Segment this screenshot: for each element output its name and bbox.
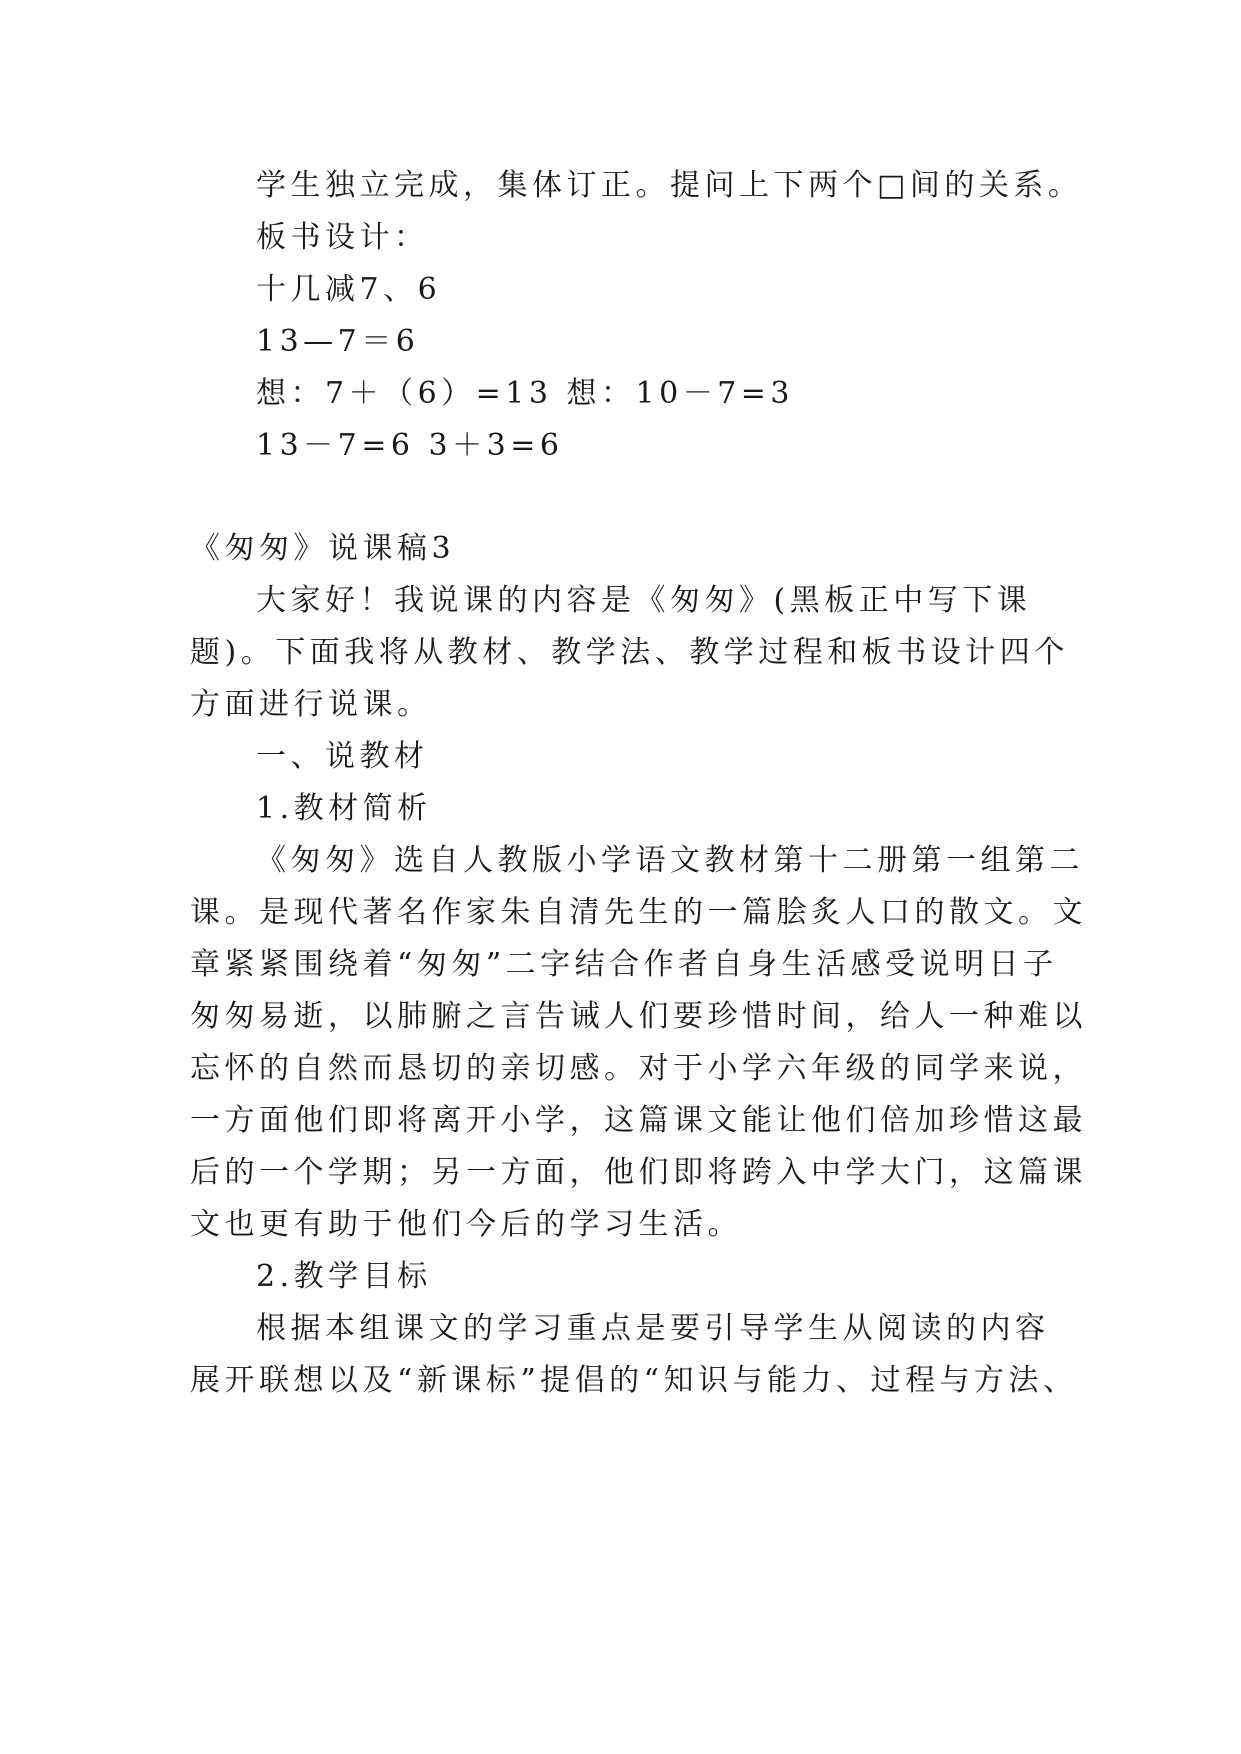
text-line: 板书设计：	[256, 220, 429, 255]
paragraph-line: 课。是现代著名作家朱自清先生的一篇脍炙人口的散文。文	[190, 895, 1087, 930]
text-line: 13－7=6 3＋3=6	[256, 428, 564, 463]
text-line: 想：7＋（6）=13 想：10－7=3	[256, 376, 795, 411]
section-title: 《匆匆》说课稿3	[190, 531, 456, 566]
paragraph-line: 根据本组课文的学习重点是要引导学生从阅读的内容	[256, 1311, 1050, 1346]
paragraph-line: 忘怀的自然而恳切的亲切感。对于小学六年级的同学来说，	[190, 1051, 1087, 1086]
paragraph-line: 《匆匆》选自人教版小学语文教材第十二册第一组第二	[256, 843, 1084, 878]
subheading: 2.教学目标	[256, 1259, 432, 1294]
subheading: 1.教材简析	[256, 791, 432, 826]
paragraph-line: 文也更有助于他们今后的学习生活。	[190, 1207, 742, 1242]
text-line: 13—7＝6	[256, 324, 420, 359]
paragraph-line: 章紧紧围绕着“匆匆”二字结合作者自身生活感受说明日子	[190, 947, 1058, 982]
paragraph-line: 一方面他们即将离开小学，这篇课文能让他们倍加珍惜这最	[190, 1103, 1087, 1138]
paragraph-line: 大家好！我说课的内容是《匆匆》(黑板正中写下课	[256, 583, 1032, 618]
paragraph-line: 后的一个学期；另一方面，他们即将跨入中学大门，这篇课	[190, 1155, 1087, 1190]
paragraph-line: 展开联想以及“新课标”提倡的“知识与能力、过程与方法、	[190, 1363, 1078, 1398]
paragraph-line: 题)。下面我将从教材、教学法、教学过程和板书设计四个	[190, 635, 1069, 670]
paragraph-line: 方面进行说课。	[190, 687, 432, 722]
text-line: 十几减7、6	[256, 272, 442, 307]
paragraph-line: 匆匆易逝，以肺腑之言告诫人们要珍惜时间，给人一种难以	[190, 999, 1087, 1034]
text-line: 学生独立完成，集体订正。提问上下两个□间的关系。	[256, 168, 1083, 203]
heading: 一、说教材	[256, 739, 429, 774]
